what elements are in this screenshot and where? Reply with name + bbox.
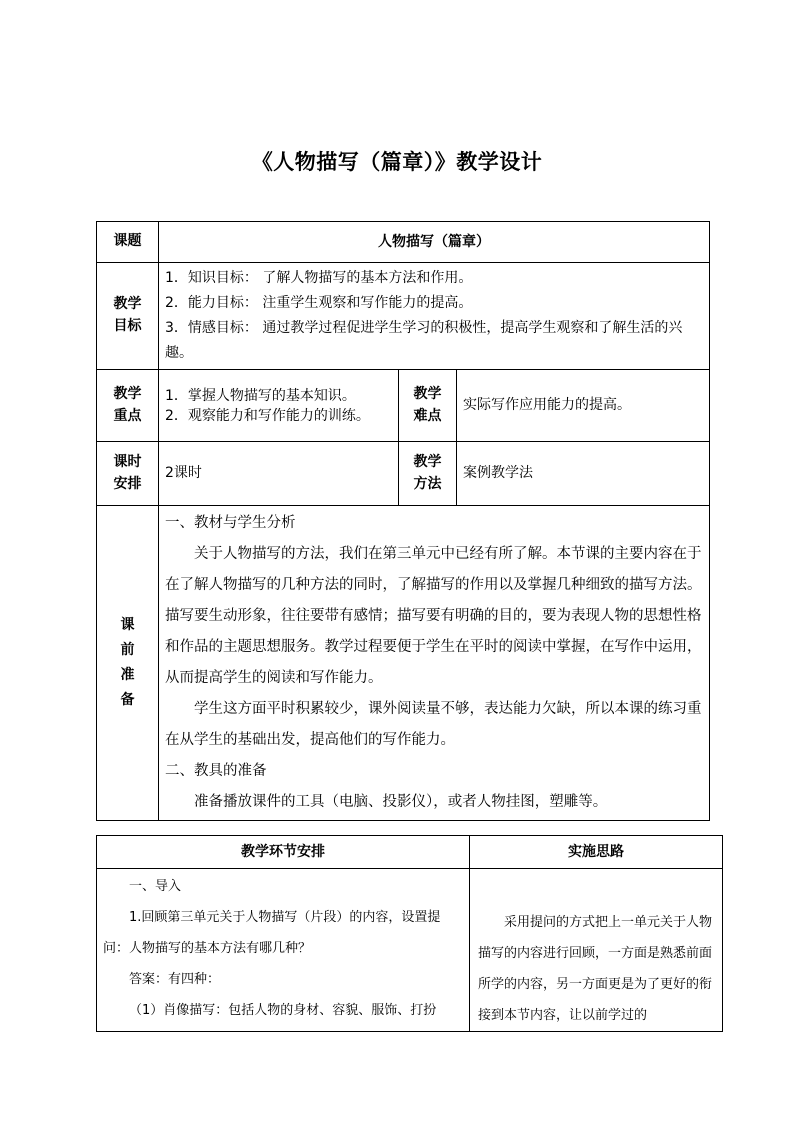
goal-knowledge: 1．知识目标： 了解人物描写的基本方法和作用。 [165, 270, 473, 286]
prep-paragraph: 准备播放课件的工具（电脑、投影仪），或者人物挂图，塑雕等。 [194, 794, 608, 810]
focus-label: 教学 重点 [97, 370, 159, 442]
method-label: 教学 方法 [399, 442, 457, 506]
prep-label: 课 前 准 备 [97, 506, 159, 821]
prep-heading-analysis: 一、教材与学生分析 [165, 515, 296, 531]
difficulty-label: 教学 难点 [399, 370, 457, 442]
goals-label: 教学 目标 [97, 263, 159, 370]
prep-content [159, 506, 710, 821]
goal-ability: 2．能力目标： 注重学生观察和写作能力的提高。 [165, 295, 473, 311]
document-title: 《人物描写（篇章）》教学设计 [251, 149, 543, 174]
prep-paragraph: 关于人物描写的方法，我们在第三单元中已经有所了解。本节课的主要内容在于在了解人物描写的几种方法的同时，了解描写的作用以及掌握几种细致的描写方法。描写要生动形象，往往要带有感情；描写要有明确的目的，要为表现人物的思想性格和作品的主题思想服务。教学过程要便于学生在平时的阅读中掌握，在写作中运用，从而提高学生的阅读和写作能力。 [165, 546, 702, 686]
step-paragraph: 1.回顾第三单元关于人物描写（片段）的内容，设置提问：人物描写的基本方法有哪几种？ [103, 910, 441, 956]
focus-content [159, 370, 399, 442]
focus-item: 2．观察能力和写作能力的训练。 [165, 407, 370, 424]
method-content: 案例教学法 [457, 442, 710, 506]
hours-label: 课时 安排 [97, 442, 159, 506]
step-heading: 一、导入 [129, 879, 182, 894]
goal-emotion: 3．情感目标： 通过教学过程促进学生学习的积极性，提高学生观察和了解生活的兴趣。 [165, 320, 683, 361]
lesson-info-table [96, 221, 710, 821]
prep-paragraph: 学生这方面平时积累较少，课外阅读量不够，表达能力欠缺，所以本课的练习重在从学生的基础出发，提高他们的写作能力。 [165, 701, 702, 748]
difficulty-content: 实际写作应用能力的提高。 [457, 370, 710, 442]
teaching-process-table [96, 835, 723, 1032]
focus-item: 1．掌握人物描写的基本知识。 [165, 387, 356, 404]
goals-content [159, 263, 710, 370]
process-steps-content [97, 869, 470, 1032]
approach-paragraph: 采用提问的方式把上一单元关于人物描写的内容进行回顾，一方面是熟悉前面所学的内容，另一方面更是为了更好的衔接到本节内容，让以前学过的 [478, 915, 713, 1023]
step-paragraph: （1）肖像描写：包括人物的身材、容貌、服饰、打扮 [129, 1003, 437, 1018]
process-approach-content [470, 869, 723, 1032]
subject-label: 课题 [97, 222, 159, 263]
step-paragraph: 答案：有四种： [129, 972, 221, 987]
hours-content: 2课时 [159, 442, 399, 506]
process-header-approach: 实施思路 [470, 836, 723, 869]
prep-heading-tools: 二、教具的准备 [165, 763, 267, 779]
process-header-steps: 教学环节安排 [97, 836, 470, 869]
subject-value: 人物描写（篇章） [159, 222, 710, 263]
